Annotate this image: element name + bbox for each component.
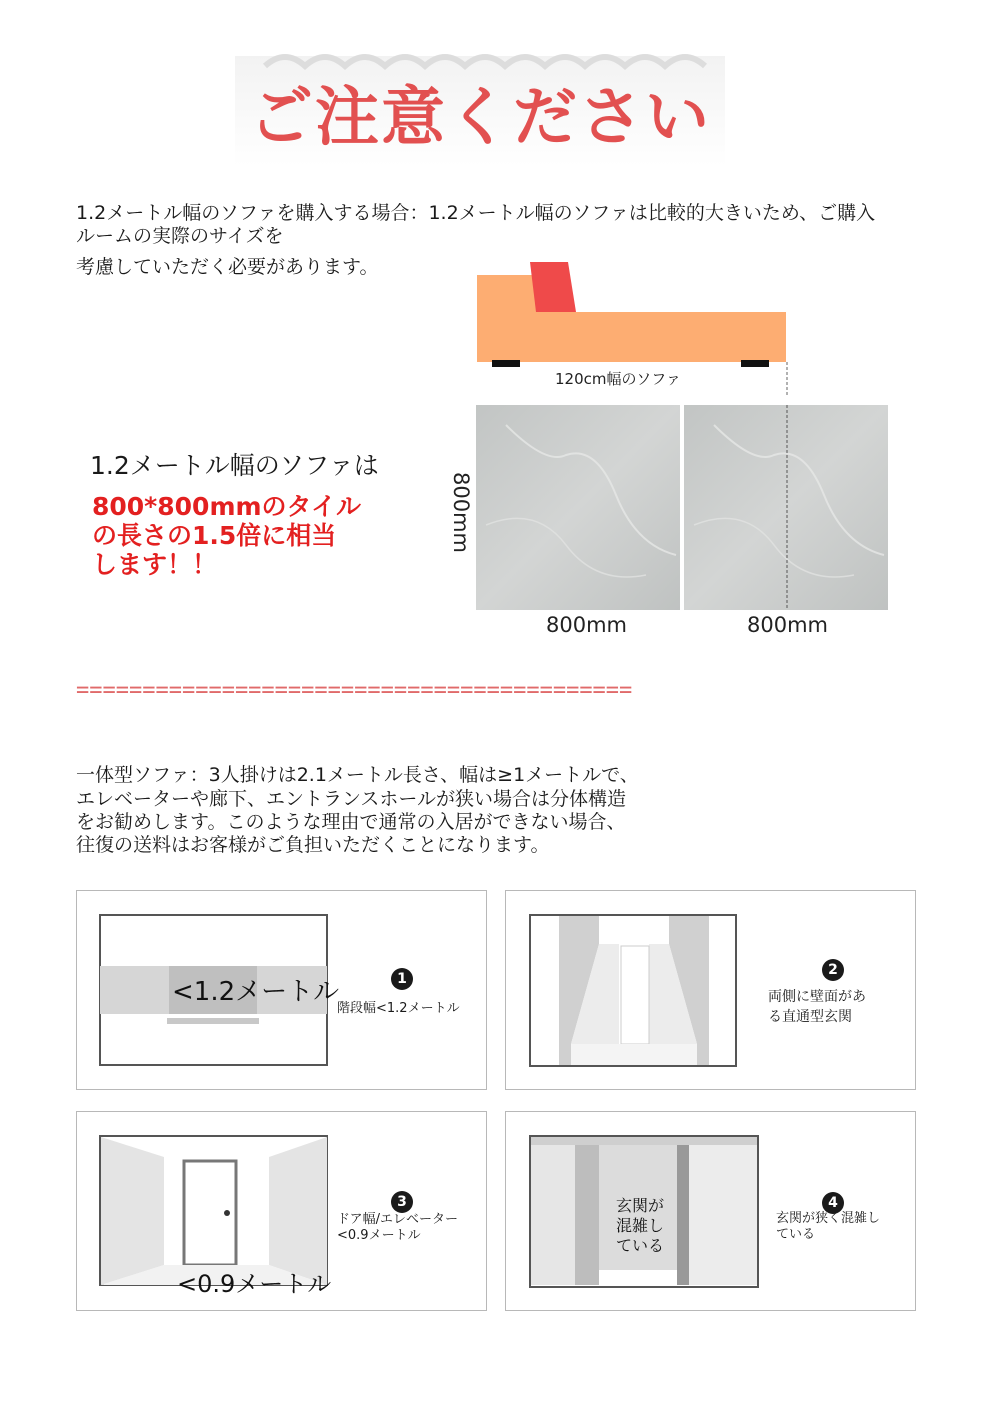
panel-4-overlay bbox=[616, 1196, 664, 1256]
sofa-body bbox=[477, 312, 786, 362]
panel-corridor bbox=[505, 890, 916, 1090]
panel-3-text-1: ドア幅/エレベーター bbox=[337, 1212, 458, 1227]
panel-4-overlay-line-3: ている bbox=[616, 1236, 665, 1255]
panel-3-text-2: <0.9メートル bbox=[337, 1228, 421, 1243]
claim-red-line-2: の長さの1.5倍に相当 bbox=[92, 521, 337, 550]
page-title: ご注意ください bbox=[249, 81, 711, 155]
sofa-leg-right bbox=[741, 360, 769, 367]
panel-3-overlay: <0.9メートル bbox=[177, 1270, 332, 1298]
panel-1-text: 階段幅<1.2メートル bbox=[337, 1001, 460, 1016]
sofa-cushion bbox=[530, 262, 576, 312]
panel-4-overlay-line-2: 混雑し bbox=[616, 1216, 665, 1235]
step-1-badge: 1 bbox=[391, 968, 413, 990]
panel-2-text-1: 両側に壁面があ bbox=[768, 989, 866, 1005]
panel-door-width bbox=[76, 1111, 487, 1311]
panel-crowded-entrance bbox=[505, 1111, 916, 1311]
section2-line-1: 一体型ソファ：3人掛けは2.1メートル長さ、幅は≥1メートルで、 bbox=[76, 764, 639, 786]
claim-highlight bbox=[92, 492, 361, 579]
panel-4-text-2: ている bbox=[776, 1227, 816, 1242]
step-4-badge: 4 bbox=[822, 1192, 844, 1214]
claim-red-line-1: 800*800mmのタイル bbox=[92, 492, 362, 521]
panel-4-text-1: 玄関が狭く混雑し bbox=[776, 1211, 881, 1226]
claim-heading: 1.2メートル幅のソファは bbox=[90, 451, 379, 480]
step-2-badge: 2 bbox=[822, 959, 844, 981]
panel-4-overlay-line-1: 玄関が bbox=[616, 1196, 665, 1215]
panel-stair-width bbox=[76, 890, 487, 1090]
section2-line-4: 往復の送料はお客様がご負担いただくことになります。 bbox=[76, 834, 550, 856]
tile-width-label-left: 800mm bbox=[546, 613, 627, 637]
tile-height-label: 800mm bbox=[449, 472, 473, 553]
intro-line-2: ルームの実際のサイズを bbox=[76, 225, 284, 247]
claim-red-line-3: します！！ bbox=[92, 550, 218, 579]
section2-line-3: をお勧めします。このような理由で通常の入居ができない場合、 bbox=[76, 811, 626, 833]
tile-right bbox=[684, 405, 888, 610]
tile-width-label-right: 800mm bbox=[747, 613, 828, 637]
sofa-caption: 120cm幅のソファ bbox=[555, 370, 681, 388]
intro-line-1: 1.2メートル幅のソファを購入する場合：1.2メートル幅のソファは比較的大きいため、ご購入 bbox=[76, 202, 876, 224]
sofa-leg-left bbox=[492, 360, 520, 367]
corridor-illustration bbox=[529, 914, 737, 1067]
step-3-badge: 3 bbox=[391, 1191, 413, 1213]
tile-illustration bbox=[476, 405, 888, 610]
panel-1-overlay: <1.2メートル bbox=[172, 977, 340, 1007]
section2-line-2: エレベーターや廊下、エントランスホールが狭い場合は分体構造 bbox=[76, 788, 627, 810]
section-divider: ========================================== bbox=[76, 680, 633, 703]
intro-line-3: 考慮していただく必要があります。 bbox=[76, 256, 379, 278]
tile-left bbox=[476, 405, 680, 610]
panel-2-text-2: る直通型玄関 bbox=[768, 1009, 852, 1025]
